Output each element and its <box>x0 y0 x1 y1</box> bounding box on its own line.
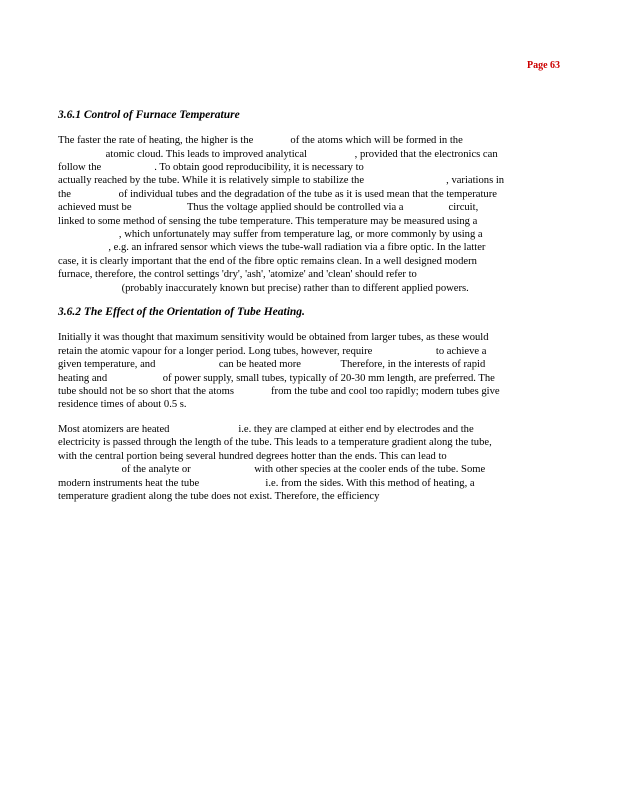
text-line: modern instruments heat the tube i.e. from the sides. With this method of heating, a <box>58 478 475 489</box>
text-line: (probably inaccurately known but precise) rather than to different applied powers. <box>58 283 469 294</box>
text-line: residence times of about 0.5 s. <box>58 399 187 410</box>
text-line: The faster the rate of heating, the higher is the of the atoms which will be formed in the <box>58 135 463 146</box>
section-heading-3-6-2: 3.6.2 The Effect of the Orientation of Tube Heating. <box>58 306 305 318</box>
section-heading-3-6-1: 3.6.1 Control of Furnace Temperature <box>58 109 240 121</box>
text-line: Most atomizers are heated i.e. they are clamped at either end by electrodes and the <box>58 424 474 435</box>
text-line: given temperature, and can be heated more Therefore, in the interests of rapid <box>58 359 486 370</box>
text-line: case, it is clearly important that the end of the fibre optic remains clean. In a well designed modern <box>58 256 477 267</box>
text-line: of the analyte or with other species at the cooler ends of the tube. Some <box>58 464 486 475</box>
text-line: furnace, therefore, the control settings 'dry', 'ash', 'atomize' and 'clean' should refer to <box>58 269 417 280</box>
text-line: atomic cloud. This leads to improved analytical , provided that the electronics can <box>58 149 498 160</box>
text-line: , e.g. an infrared sensor which views the tube-wall radiation via a fibre optic. In the latter <box>58 242 486 253</box>
text-line: with the central portion being several hundred degrees hotter than the ends. This can lead to <box>58 451 447 462</box>
text-line: follow the . To obtain good reproducibility, it is necessary to <box>58 162 364 173</box>
page-number: Page 63 <box>527 60 561 71</box>
text-line: Initially it was thought that maximum sensitivity would be obtained from larger tubes, as these would <box>58 332 489 343</box>
text-line: linked to some method of sensing the tube temperature. This temperature may be measured using a <box>58 216 478 227</box>
text-line: the of individual tubes and the degradation of the tube as it is used mean that the temperature <box>58 189 497 200</box>
text-line: temperature gradient along the tube does not exist. Therefore, the efficiency <box>58 491 380 502</box>
text-line: retain the atomic vapour for a longer period. Long tubes, however, require to achieve a <box>58 346 487 357</box>
text-line: , which unfortunately may suffer from temperature lag, or more commonly by using a <box>58 229 483 240</box>
text-line: achieved must be Thus the voltage applied should be controlled via a circuit, <box>58 202 479 213</box>
text-line: electricity is passed through the length of the tube. This leads to a temperature gradient along the tube, <box>58 437 492 448</box>
text-line: actually reached by the tube. While it is relatively simple to stabilize the , variations in <box>58 175 505 186</box>
text-line: heating and of power supply, small tubes, typically of 20-30 mm length, are preferred. The <box>58 373 495 384</box>
text-line: tube should not be so short that the atoms from the tube and cool too rapidly; modern tubes give <box>58 386 500 397</box>
